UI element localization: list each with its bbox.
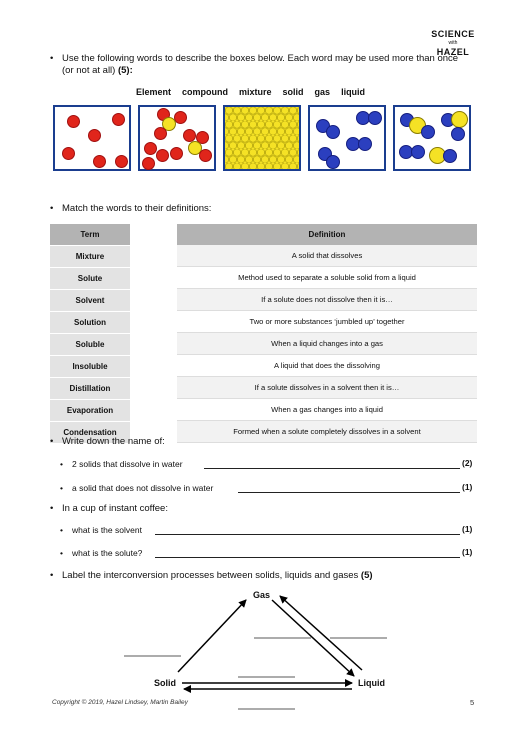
word-compound: compound: [182, 87, 229, 97]
question-4b-marks: (1): [462, 547, 473, 557]
term-cell: Mixture: [50, 246, 130, 268]
question-3b-text: a solid that does not dissolve in water: [72, 483, 214, 493]
question-4b-text: what is the solute?: [72, 548, 143, 558]
question-5-marks: (5): [360, 570, 373, 581]
terms-header: Term: [50, 224, 130, 246]
question-1-marks: (5):: [117, 65, 133, 76]
word-solid: solid: [282, 87, 304, 97]
question-4a-marks: (1): [462, 524, 473, 534]
word-liquid: liquid: [341, 87, 366, 97]
logo-line-2: with: [448, 40, 458, 46]
page-number: 5: [470, 698, 475, 707]
arrow-liquid-to-gas: [280, 596, 362, 670]
term-cell: Solution: [50, 312, 130, 334]
copyright-text: Copyright © 2019, Hazel Lindsey, Martin Bailey: [52, 699, 188, 706]
definition-cell: If a solute dissolves in a solvent then it is…: [177, 377, 477, 399]
definitions-header: Definition: [177, 224, 477, 245]
question-3a-text: 2 solids that dissolve in water: [72, 459, 183, 469]
term-cell: Solvent: [50, 290, 130, 312]
definition-cell: A liquid that does the dissolving: [177, 355, 477, 377]
question-1-text: Use the following words to describe the boxes below. Each word may be used more than once: [62, 53, 459, 64]
logo-line-1: SCIENCE: [431, 29, 475, 39]
gas-label: Gas: [253, 590, 271, 600]
definition-cell: A solid that dissolves: [177, 245, 477, 267]
question-1-text-2: (or not at all): [62, 65, 118, 76]
question-3b-marks: (1): [462, 482, 473, 492]
definition-cell: When a gas changes into a liquid: [177, 399, 477, 421]
definition-cell: Method used to separate a soluble solid from a liquid: [177, 267, 477, 289]
logo-line-3: HAZEL: [436, 47, 470, 57]
term-cell: Distillation: [50, 378, 130, 400]
arrow-solid-to-gas: [178, 600, 246, 672]
question-4-text: In a cup of instant coffee:: [62, 503, 168, 514]
term-cell: Condensation: [50, 422, 130, 444]
definition-cell: If a solute does not dissolve then it is…: [177, 289, 477, 311]
word-element: Element: [136, 87, 172, 97]
liquid-label: Liquid: [358, 678, 385, 688]
term-cell: Soluble: [50, 334, 130, 356]
definition-cell: Formed when a solute completely dissolves in a solvent: [177, 421, 477, 443]
term-cell: Solute: [50, 268, 130, 290]
definition-cell: Two or more substances ‘jumbled up’ together: [177, 311, 477, 333]
question-3-text: Write down the name of:: [62, 436, 165, 447]
term-cell: Insoluble: [50, 356, 130, 378]
question-5-text: Label the interconversion processes between solids, liquids and gases: [62, 570, 361, 581]
question-3a-marks: (2): [462, 458, 473, 468]
question-2-text: Match the words to their definitions:: [62, 203, 212, 214]
question-4a-text: what is the solvent: [72, 525, 142, 535]
term-cell: Evaporation: [50, 400, 130, 422]
word-gas: gas: [314, 87, 331, 97]
definition-cell: When a liquid changes into a gas: [177, 333, 477, 355]
word-mixture: mixture: [239, 87, 272, 97]
solid-label: Solid: [154, 678, 176, 688]
